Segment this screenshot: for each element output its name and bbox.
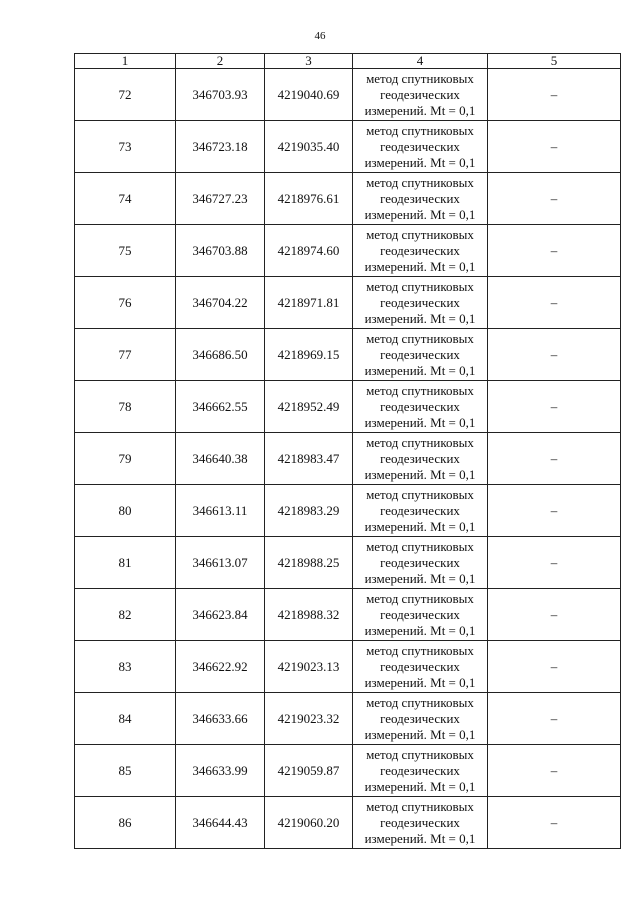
method-line: геодезических bbox=[380, 86, 460, 102]
method-line: измерений. Mt = 0,1 bbox=[364, 102, 476, 118]
point-number-cell: 79 bbox=[75, 433, 176, 485]
column-header: 1 bbox=[75, 54, 176, 69]
x-coordinate-cell: 346623.84 bbox=[176, 589, 265, 641]
table-row bbox=[75, 381, 621, 433]
method-line: метод спутниковых bbox=[366, 122, 474, 138]
x-coordinate-cell: 346662.55 bbox=[176, 381, 265, 433]
page-number: 46 bbox=[314, 30, 326, 42]
note-cell: – bbox=[488, 277, 621, 329]
y-coordinate-cell: 4218983.29 bbox=[265, 485, 353, 537]
method-line: метод спутниковых bbox=[366, 174, 474, 190]
note-cell: – bbox=[488, 225, 621, 277]
point-number-cell: 81 bbox=[75, 537, 176, 589]
method-line: метод спутниковых bbox=[366, 746, 474, 762]
point-number-cell: 85 bbox=[75, 745, 176, 797]
point-number-cell: 82 bbox=[75, 589, 176, 641]
x-coordinate-cell: 346613.11 bbox=[176, 485, 265, 537]
y-coordinate-cell: 4218976.61 bbox=[265, 173, 353, 225]
method-line: геодезических bbox=[380, 658, 460, 674]
method-line: метод спутниковых bbox=[366, 798, 474, 814]
method-line: метод спутниковых bbox=[366, 538, 474, 554]
x-coordinate-cell: 346644.43 bbox=[176, 797, 265, 849]
point-number-cell: 72 bbox=[75, 69, 176, 121]
y-coordinate-cell: 4219023.32 bbox=[265, 693, 353, 745]
x-coordinate-cell: 346723.18 bbox=[176, 121, 265, 173]
table-header-row bbox=[75, 54, 621, 69]
point-number-cell: 75 bbox=[75, 225, 176, 277]
point-number-cell: 86 bbox=[75, 797, 176, 849]
point-number-cell: 80 bbox=[75, 485, 176, 537]
y-coordinate-cell: 4219040.69 bbox=[265, 69, 353, 121]
method-cell bbox=[353, 641, 488, 693]
column-header: 5 bbox=[488, 54, 621, 69]
method-line: измерений. Mt = 0,1 bbox=[364, 518, 476, 534]
note-cell: – bbox=[488, 589, 621, 641]
method-line: метод спутниковых bbox=[366, 434, 474, 450]
x-coordinate-cell: 346613.07 bbox=[176, 537, 265, 589]
coordinates-table bbox=[74, 53, 621, 849]
note-cell: – bbox=[488, 381, 621, 433]
y-coordinate-cell: 4219023.13 bbox=[265, 641, 353, 693]
method-line: измерений. Mt = 0,1 bbox=[364, 726, 476, 742]
method-line: геодезических bbox=[380, 398, 460, 414]
method-line: геодезических bbox=[380, 710, 460, 726]
method-line: геодезических bbox=[380, 346, 460, 362]
method-line: геодезических bbox=[380, 190, 460, 206]
point-number-cell: 74 bbox=[75, 173, 176, 225]
method-line: геодезических bbox=[380, 294, 460, 310]
table-row bbox=[75, 745, 621, 797]
y-coordinate-cell: 4218969.15 bbox=[265, 329, 353, 381]
table-row bbox=[75, 641, 621, 693]
method-line: измерений. Mt = 0,1 bbox=[364, 674, 476, 690]
table-body bbox=[75, 69, 621, 849]
method-cell bbox=[353, 277, 488, 329]
column-header: 4 bbox=[353, 54, 488, 69]
table-row bbox=[75, 173, 621, 225]
x-coordinate-cell: 346633.99 bbox=[176, 745, 265, 797]
method-cell bbox=[353, 173, 488, 225]
method-line: измерений. Mt = 0,1 bbox=[364, 154, 476, 170]
note-cell: – bbox=[488, 69, 621, 121]
note-cell: – bbox=[488, 485, 621, 537]
method-line: геодезических bbox=[380, 242, 460, 258]
method-line: измерений. Mt = 0,1 bbox=[364, 466, 476, 482]
y-coordinate-cell: 4219059.87 bbox=[265, 745, 353, 797]
note-cell: – bbox=[488, 693, 621, 745]
method-cell bbox=[353, 69, 488, 121]
column-header: 2 bbox=[176, 54, 265, 69]
x-coordinate-cell: 346622.92 bbox=[176, 641, 265, 693]
method-cell bbox=[353, 589, 488, 641]
method-line: измерений. Mt = 0,1 bbox=[364, 622, 476, 638]
method-line: геодезических bbox=[380, 606, 460, 622]
method-line: геодезических bbox=[380, 138, 460, 154]
table-row bbox=[75, 433, 621, 485]
table-row bbox=[75, 797, 621, 849]
table-row bbox=[75, 277, 621, 329]
method-line: геодезических bbox=[380, 450, 460, 466]
method-line: метод спутниковых bbox=[366, 226, 474, 242]
point-number-cell: 77 bbox=[75, 329, 176, 381]
method-line: измерений. Mt = 0,1 bbox=[364, 362, 476, 378]
point-number-cell: 78 bbox=[75, 381, 176, 433]
method-line: метод спутниковых bbox=[366, 278, 474, 294]
point-number-cell: 73 bbox=[75, 121, 176, 173]
table-row bbox=[75, 485, 621, 537]
x-coordinate-cell: 346686.50 bbox=[176, 329, 265, 381]
method-line: геодезических bbox=[380, 814, 460, 830]
method-line: геодезических bbox=[380, 554, 460, 570]
y-coordinate-cell: 4218983.47 bbox=[265, 433, 353, 485]
table-row bbox=[75, 589, 621, 641]
method-line: метод спутниковых bbox=[366, 382, 474, 398]
note-cell: – bbox=[488, 641, 621, 693]
method-line: измерений. Mt = 0,1 bbox=[364, 830, 476, 846]
method-cell bbox=[353, 485, 488, 537]
method-line: метод спутниковых bbox=[366, 486, 474, 502]
method-line: метод спутниковых bbox=[366, 330, 474, 346]
point-number-cell: 76 bbox=[75, 277, 176, 329]
x-coordinate-cell: 346703.88 bbox=[176, 225, 265, 277]
y-coordinate-cell: 4218988.25 bbox=[265, 537, 353, 589]
table-row bbox=[75, 121, 621, 173]
x-coordinate-cell: 346633.66 bbox=[176, 693, 265, 745]
table-row bbox=[75, 537, 621, 589]
note-cell: – bbox=[488, 797, 621, 849]
method-line: измерений. Mt = 0,1 bbox=[364, 206, 476, 222]
method-line: измерений. Mt = 0,1 bbox=[364, 310, 476, 326]
method-cell bbox=[353, 433, 488, 485]
x-coordinate-cell: 346727.23 bbox=[176, 173, 265, 225]
method-line: геодезических bbox=[380, 502, 460, 518]
table-row bbox=[75, 69, 621, 121]
point-number-cell: 84 bbox=[75, 693, 176, 745]
note-cell: – bbox=[488, 173, 621, 225]
method-cell bbox=[353, 225, 488, 277]
table-row bbox=[75, 329, 621, 381]
method-line: измерений. Mt = 0,1 bbox=[364, 258, 476, 274]
method-line: измерений. Mt = 0,1 bbox=[364, 778, 476, 794]
method-cell bbox=[353, 693, 488, 745]
y-coordinate-cell: 4218971.81 bbox=[265, 277, 353, 329]
method-cell bbox=[353, 381, 488, 433]
note-cell: – bbox=[488, 329, 621, 381]
table-row bbox=[75, 693, 621, 745]
method-cell bbox=[353, 745, 488, 797]
method-line: измерений. Mt = 0,1 bbox=[364, 570, 476, 586]
method-line: метод спутниковых bbox=[366, 694, 474, 710]
note-cell: – bbox=[488, 745, 621, 797]
method-line: метод спутниковых bbox=[366, 70, 474, 86]
y-coordinate-cell: 4218988.32 bbox=[265, 589, 353, 641]
y-coordinate-cell: 4219060.20 bbox=[265, 797, 353, 849]
method-line: измерений. Mt = 0,1 bbox=[364, 414, 476, 430]
method-cell bbox=[353, 121, 488, 173]
method-cell bbox=[353, 329, 488, 381]
y-coordinate-cell: 4219035.40 bbox=[265, 121, 353, 173]
y-coordinate-cell: 4218952.49 bbox=[265, 381, 353, 433]
point-number-cell: 83 bbox=[75, 641, 176, 693]
y-coordinate-cell: 4218974.60 bbox=[265, 225, 353, 277]
note-cell: – bbox=[488, 537, 621, 589]
method-cell bbox=[353, 537, 488, 589]
column-header: 3 bbox=[265, 54, 353, 69]
method-line: метод спутниковых bbox=[366, 590, 474, 606]
table-row bbox=[75, 225, 621, 277]
x-coordinate-cell: 346704.22 bbox=[176, 277, 265, 329]
method-line: геодезических bbox=[380, 762, 460, 778]
method-line: метод спутниковых bbox=[366, 642, 474, 658]
x-coordinate-cell: 346703.93 bbox=[176, 69, 265, 121]
note-cell: – bbox=[488, 121, 621, 173]
method-cell bbox=[353, 797, 488, 849]
note-cell: – bbox=[488, 433, 621, 485]
x-coordinate-cell: 346640.38 bbox=[176, 433, 265, 485]
